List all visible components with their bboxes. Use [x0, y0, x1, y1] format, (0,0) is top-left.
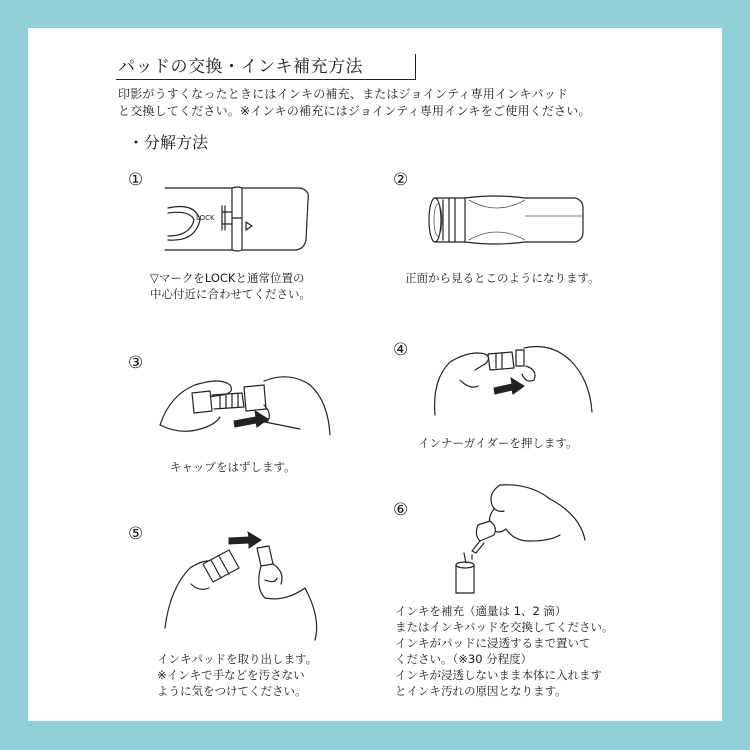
step-6-number: ⑥	[393, 500, 409, 520]
caption-line: またはインキパッドを交換してください。	[395, 620, 614, 634]
caption-line: ▽マークをLOCKと通常位置の	[150, 271, 305, 285]
step-5-illustration-take-out-pad	[165, 528, 325, 643]
intro-line: 印影がうすくなったときにはインキの補充、またはジョインティ専用インキパッド	[118, 87, 569, 101]
caption-line: ように気をつけてください。	[157, 684, 307, 698]
step-4-caption	[418, 435, 578, 451]
intro-text	[118, 86, 658, 120]
step-3-number: ③	[128, 353, 144, 373]
step-1-illustration-stamp-lock	[160, 180, 320, 260]
step-4-number: ④	[393, 340, 409, 360]
title-side-bar	[415, 54, 416, 79]
step-5-number: ⑤	[128, 524, 144, 544]
step-5-caption	[157, 651, 317, 699]
step-3-illustration-remove-cap	[160, 365, 340, 455]
caption-line: とインキ汚れの原因となります。	[395, 684, 567, 698]
caption-line: インキが浸透しないまま本体に入れます	[395, 668, 602, 682]
step-3-caption	[170, 459, 296, 475]
caption-line: 正面から見るとこのようになります。	[405, 271, 600, 285]
caption-line: ください。（※30 分程度）	[395, 652, 533, 666]
caption-line: 中心付近に合わせてください。	[150, 287, 311, 301]
caption-line: インキがパッドに浸透するまで置いて	[395, 636, 591, 650]
intro-line: と交換してください。※インキの補充にはジョインティ専用インキをご使用ください。	[118, 104, 591, 118]
page-title: パッドの交換・インキ補充方法	[118, 57, 363, 77]
step-2-number: ②	[393, 170, 409, 190]
step-2-caption	[405, 270, 600, 286]
caption-line: ※インキで手などを汚さない	[157, 668, 305, 682]
title-underline	[116, 79, 416, 80]
caption-line: インナーガイダーを押します。	[418, 436, 578, 450]
caption-line: インキパッドを取り出します。	[157, 652, 318, 666]
step-6-caption	[395, 603, 614, 699]
caption-line: キャップをはずします。	[170, 460, 296, 474]
step-2-illustration-front-view	[425, 190, 595, 250]
section-heading: ・分解方法	[128, 133, 209, 152]
step-6-illustration-refill-ink	[440, 485, 590, 600]
step-1-number: ①	[128, 170, 144, 190]
caption-line: インキを補充（適量は 1、2 滴）	[395, 604, 567, 618]
step-1-caption	[150, 270, 311, 302]
lock-label: LOCK	[196, 214, 215, 222]
step-4-illustration-push-inner-guider	[430, 340, 600, 435]
